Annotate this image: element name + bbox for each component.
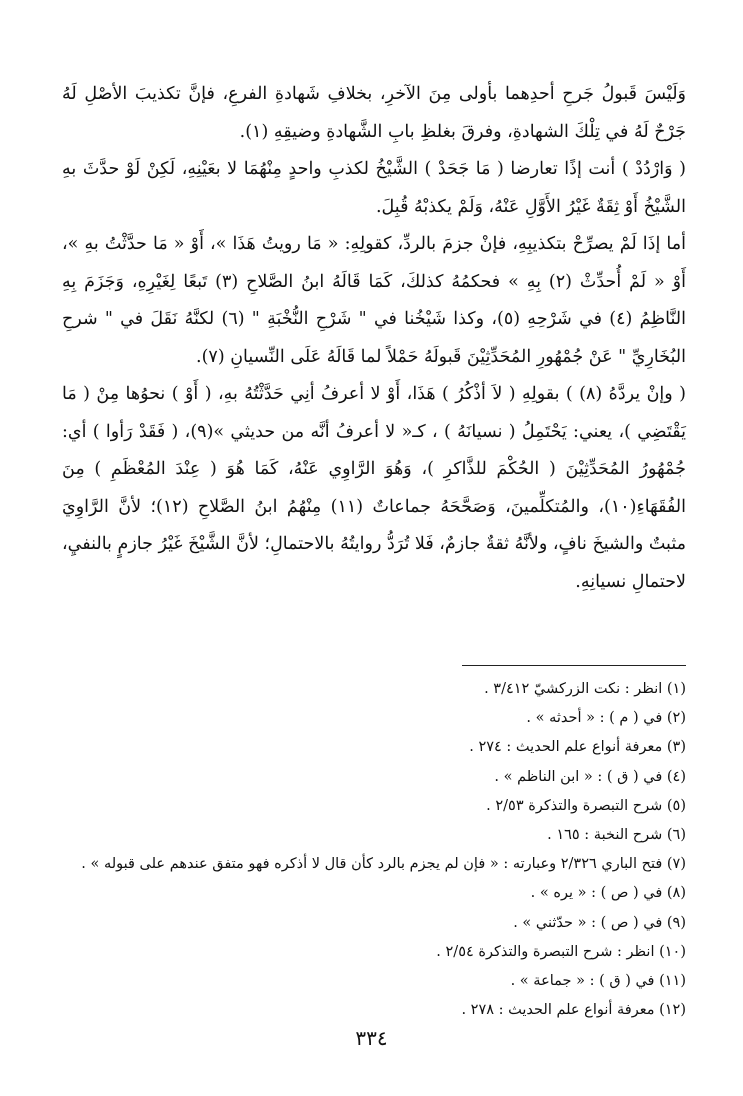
page-number: ٣٣٤ (355, 1026, 388, 1050)
footnote-divider (462, 665, 686, 666)
footnote: (١١) في ( ق ) : « جماعة » . (510, 973, 686, 990)
footnote: (٦) شرح النخبة : ١٦٥ . (547, 827, 686, 844)
paragraph: أما إذَا لَمْ يصرِّحْ بتكذيبِهِ، فإنْ جزمَ بالردِّ، كقولِهِ: « مَا رويتُ هَذَا »، أَوْ « مَا حدَّثْتُ بهِ »، أَوْ « لَمْ أُحدِّثْ (٢) بِهِ » فحكمُهُ كذلكَ، كَمَا قَالَهُ ابنُ الصَّلاحِ (٣) تَبعًا لِغَيْرِهِ، وَجَزَمَ بِهِ النَّاظِمُ (٤) في شَرْحِهِ (٥)، وكذا شَيْخُنا في " شَرْحِ النُّخْبَةِ " (٦) لكنَّهُ نَقَلَ في " شرحِ البُخَارِيِّ " عَنْ جُمْهُورِ المُحَدِّثِيْنَ قَبولَهُ حَمْلاً لما قَالَهُ عَلَى النِّسيانِ (٧). (62, 234, 686, 367)
footnotes (62, 675, 686, 1025)
footnote: (٥) شرح التبصرة والتذكرة ٢/٥٣ . (486, 797, 686, 814)
footnote: (١) انظر : نكت الزركشيّ ٣/٤١٢ . (484, 681, 686, 697)
footnote: (١٢) معرفة أنواع علم الحديث : ٢٧٨ . (461, 1002, 686, 1019)
footnote: (٣) معرفة أنواع علم الحديث : ٢٧٤ . (469, 739, 686, 756)
footnote: (٧) فتح الباري ٢/٣٢٦ وعبارته : « فإن لم يجزم بالرد كأن قال لا أذكره فهو متفق عندهم على قبوله » . (81, 856, 686, 873)
footnote: (١٠) انظر : شرح التبصرة والتذكرة ٢/٥٤ . (436, 943, 686, 960)
paragraph: ( وإنْ يردَّهُ (٨) ) بقولِهِ ( لاَ أذْكُرُ ) هَذَا، أَوْ لا أعرفُ أنِي حَدَّثْتُهُ بهِ، ( أَوْ ) نحوُها مِنْ ( مَا يَقْتَضِي )، يعني: يَحْتَمِلُ ( نسيانَهُ ) ، كـ« لا أعرفُ أنَّه من حديثي »(٩)، ( فَقَدْ رَأوا ) أي: جُمْهُورُ المُحَدِّثِيْنَ ( الحُكْمَ للذَّاكرِ )، وَهُوَ الرَّاوِي عَنْهُ، كَمَا هُوَ ( عِنْدَ المُعْظَمِ ) مِنَ الفُقَهَاءِ(١٠)، والمُتكلِّمينَ، وَصَحَّحَهُ جماعاتٌ (١١) مِنْهُمُ ابنُ الصَّلاحِ (١٢)؛ لأنَّ الرَّاوِيَ مثبتٌ والشيخَ نافٍ، ولأنَّهُ ثقةٌ جازمٌ، فَلا تُرَدُّ روايتُهُ بالاحتمالِ؛ لأنَّ الشَّيْخَ غَيْرُ جازمٍ بالنفيِ، لاحتمالِ نسيانِهِ. (62, 384, 686, 592)
paragraph: وَلَيْسَ قَبولُ جَرحِ أحدِهما بأولى مِنَ الآخرِ، بخلافِ شَهادةِ الفرعِ، فإنَّ تكذيبَ الأصْلِ لَهُ جَرْحٌ لَهُ في تِلْكَ الشهادةِ، وفرقَ بغلظِ بابِ الشَّهادةِ وضيقِهِ (١). (62, 84, 686, 142)
paragraph: ( وَارْدُدْ ) أنت إذًا تعارضا ( مَا جَحَدْ ) الشَّيْخُ لكذبِ واحدٍ مِنْهُمَا لا بعَيْنِهِ، لَكِنْ لَوْ حدَّثَ بهِ الشَّيْخُ أَوْ ثِقَةٌ غَيْرُ الأَوَّلِ عَنْهُ، وَلَمْ يكذبْهُ قُبِلَ. (62, 159, 686, 217)
main-text (62, 76, 686, 601)
footnote: (٤) في ( ق ) : « ابن الناظم » . (494, 768, 686, 785)
footnote: (٩) في ( ص ) : « حدّثني » . (513, 914, 686, 931)
footnote: (٨) في ( ص ) : « يره » . (530, 885, 686, 902)
footnote: (٢) في ( م ) : « أحدثه » . (526, 710, 686, 727)
